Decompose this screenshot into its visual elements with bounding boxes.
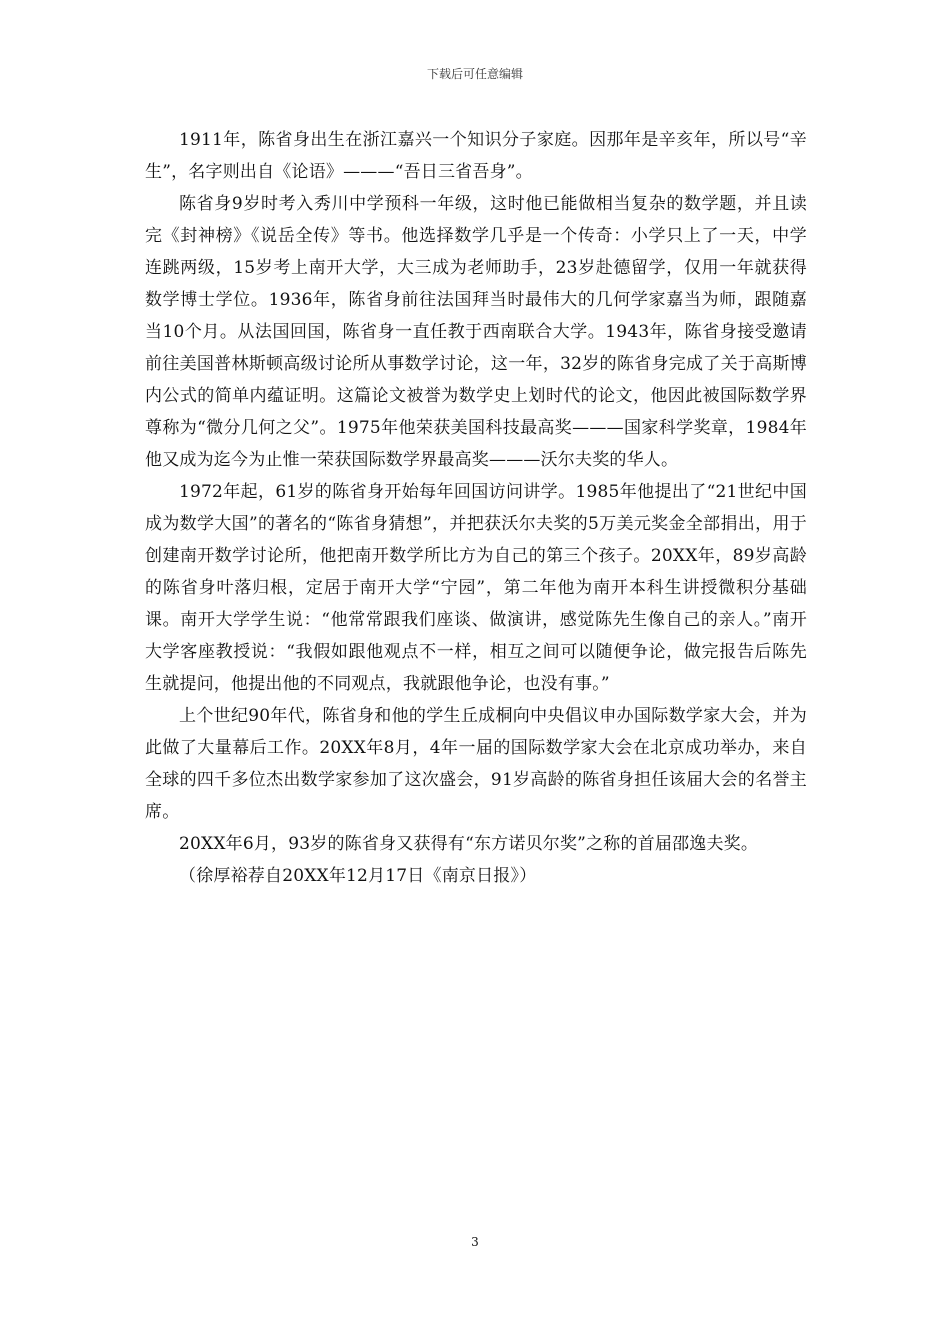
page-header: 下载后可任意编辑 [426,67,523,81]
paragraph-return-visits: 1972年起，61岁的陈省身开始每年回国访问讲学。1985年他提出了“21世纪中国成为数学大国”的著名的“陈省身猜想”，并把获沃尔夫奖的5万美元奖金全部捐出，用于创建南开数学讨论所，他把南开数学所比方为自己的第三个孩子。20XX年，89岁高龄的陈省身叶落归根，定居于南开大学“宁园”，第二年他为南开本科生讲授微积分基础课。南开大学学生说：“他常常跟我们座谈、做演讲，感觉陈先生像自己的亲人。”南开大学客座教授说：“我假如跟他观点不一样，相互之间可以随便争论，做完报告后陈先生就提问，他提出他的不同观点，我就跟他争论，也没有事。” [145,482,807,694]
paragraph-education: 陈省身9岁时考入秀川中学预科一年级，这时他已能做相当复杂的数学题，并且读完《封神榜》《说岳全传》等书。他选择数学几乎是一个传奇：小学只上了一天，中学连跳两级，15岁考上南开大学，大三成为老师助手，23岁赴德留学，仅用一年就获得数学博士学位。1936年，陈省身前往法国拜当时最伟大的几何学家嘉当为师，跟随嘉当10个月。从法国回国，陈省身一直任教于西南联合大学。1943年，陈省身接受邀请前往美国普林斯顿高级讨论所从事数学讨论，这一年，32岁的陈省身完成了关于高斯博内公式的简单内蕴证明。这篇论文被誉为数学史上划时代的论文，他因此被国际数学界尊称为“微分几何之父”。1975年他荣获美国科技最高奖———国家科学奖章，1984年他又成为迄今为止惟一荣获国际数学界最高奖———沃尔夫奖的华人。 [145,194,807,470]
article-source: （徐厚裕荐自20XX年12月17日《南京日报》） [179,866,537,886]
paragraph-congress: 上个世纪90年代，陈省身和他的学生丘成桐向中央倡议申办国际数学家大会，并为此做了大量幕后工作。20XX年8月，4年一届的国际数学家大会在北京成功举办，来自全球的四千多位杰出数学家参加了这次盛会，91岁高龄的陈省身担任该届大会的名誉主席。 [145,706,807,822]
article-body [145,124,807,892]
paragraph-birth: 1911年，陈省身出生在浙江嘉兴一个知识分子家庭。因那年是辛亥年，所以号“辛生”，名字则出自《论语》———“吾日三省吾身”。 [145,130,807,182]
paragraph-shaw-prize: 20XX年6月，93岁的陈省身又获得有“东方诺贝尔奖”之称的首届邵逸夫奖。 [179,834,759,854]
page-number: 3 [471,1235,479,1249]
